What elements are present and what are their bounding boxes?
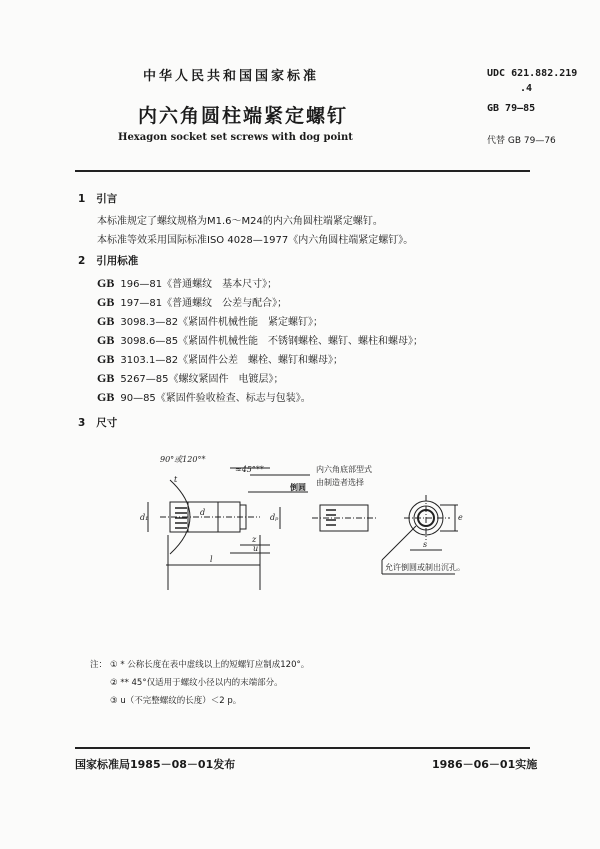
note-item: ② ** 45°仅适用于螺纹小径以内的末端部分。 [110, 678, 283, 688]
dim-e: e [458, 513, 463, 522]
reference-item: GB 3098.3—82《紧固件机械性能 紧定螺钉》； [97, 314, 324, 328]
effective-date: 1986－06－01实施 [432, 758, 538, 771]
dim-t: t [174, 475, 178, 484]
dim-l: l [210, 555, 213, 564]
replaces-standard: 代替 GB 79—76 [487, 136, 556, 146]
angle-label: 90°或120°* [160, 455, 206, 464]
chamfer-label: ≈45°** [235, 465, 264, 474]
footer-rule [75, 747, 530, 749]
socket-bottom-view [312, 505, 376, 531]
countersink-note: 允许倒圆或制出沉孔。 [385, 563, 465, 572]
dim-u: u [253, 544, 259, 553]
issuing-org: 中华人民共和国国家标准 [143, 69, 320, 84]
reference-item: GB 196—81《普通螺纹 基本尺寸》； [97, 276, 278, 290]
section-1-line: 本标准规定了螺纹规格为M1.6～M24的内六角圆柱端紧定螺钉。 [97, 216, 383, 227]
section-1-line: 本标准等效采用国际标准ISO 4028—1977《内六角圆柱端紧定螺钉》。 [97, 235, 414, 246]
section-2-heading: 2 引用标准 [78, 255, 139, 267]
dim-d: d [200, 508, 206, 517]
side-view [148, 468, 310, 590]
udc-number: UDC 621.882.219 [487, 68, 578, 79]
document-title-en: Hexagon socket set screws with dog point [118, 132, 353, 143]
socket-note-2: 由制造者选择 [316, 478, 364, 487]
udc-number-cont: .4 [520, 83, 533, 94]
dim-d1: d₁ [140, 513, 149, 522]
rounding-label: 倒圆 [290, 483, 306, 492]
document-title: 内六角圆柱端紧定螺钉 [138, 105, 349, 127]
notes-label: 注： [90, 660, 108, 670]
note-item: ③ u（不完整螺纹的长度）＜2 p。 [110, 696, 242, 706]
dim-s: s [423, 540, 428, 549]
dim-dp: dₚ [270, 513, 279, 522]
reference-item: GB 5267—85《螺纹紧固件 电镀层》； [97, 371, 284, 385]
reference-item: GB 3098.6—85《紧固件机械性能 不锈钢螺栓、螺钉、螺柱和螺母》； [97, 333, 424, 347]
dim-z: z [252, 535, 257, 544]
reference-item: GB 90—85《紧固件验收检查、标志与包装》。 [97, 390, 311, 404]
note-item: ① * 公称长度在表中虚线以上的短螺钉应制成120°。 [110, 660, 310, 670]
issue-date: 国家标准局1985－08－01发布 [75, 758, 236, 771]
header-rule [75, 170, 530, 172]
section-3-heading: 3 尺寸 [78, 417, 118, 429]
reference-item: GB 197—81《普通螺纹 公差与配合》； [97, 295, 288, 309]
screw-drawing [140, 450, 480, 590]
standard-number: GB 79—85 [487, 103, 536, 114]
reference-item: GB 3103.1—82《紧固件公差 螺栓、螺钉和螺母》； [97, 352, 344, 366]
section-1-heading: 1 引言 [78, 193, 118, 205]
socket-note-1: 内六角底部型式 [316, 465, 372, 474]
